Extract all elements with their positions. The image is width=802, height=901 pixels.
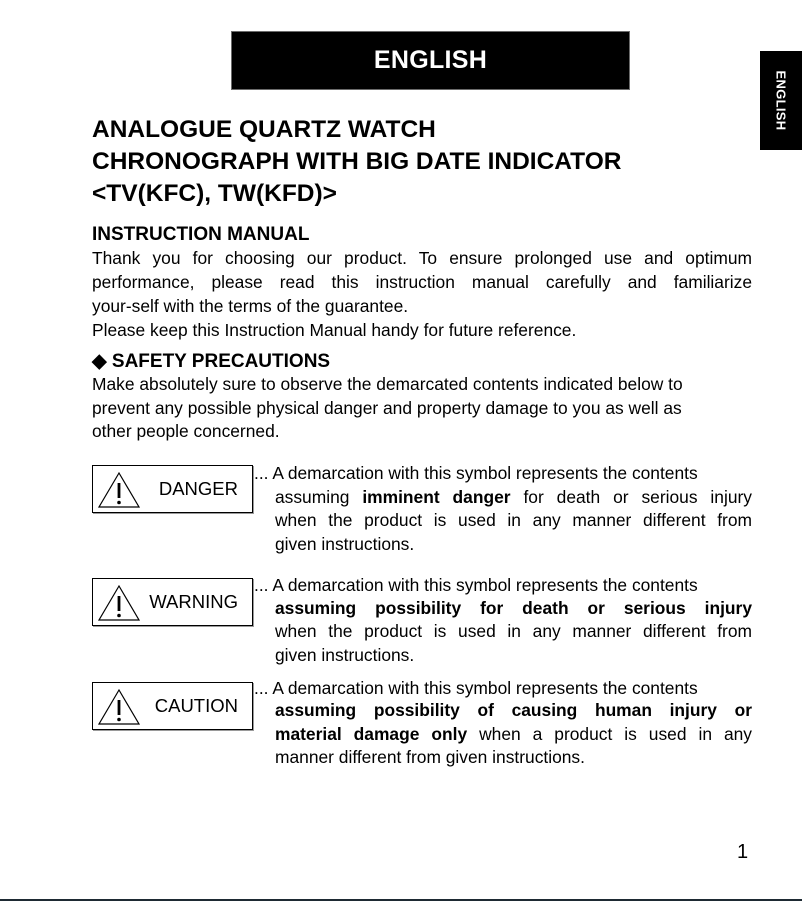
notice-line: material damage only when a product is used in any (275, 724, 753, 744)
notice-line: manner different from given instructions. (275, 747, 585, 767)
safety-paragraph (92, 373, 752, 442)
language-banner (231, 31, 630, 90)
danger-symbol-box (92, 465, 253, 513)
paragraph-line: Make absolutely sure to observe the demarcated contents indicated below to (92, 374, 683, 394)
paragraph-line: performance, please read this instruction manual carefully and familiarize (92, 272, 752, 292)
title-line-1: ANALOGUE QUARTZ WATCH (92, 116, 436, 143)
paragraph-line: other people concerned. (92, 421, 280, 441)
notice-line: given instructions. (275, 534, 415, 554)
diamond-bullet-icon: ◆ (92, 351, 107, 372)
paragraph-line: your-self with the terms of the guarantee. (92, 296, 409, 316)
caution-description (254, 677, 752, 768)
danger-description (254, 461, 752, 557)
paragraph-line: Thank you for choosing our product. To ensure prolonged use and optimum (92, 248, 752, 268)
reference-note: Please keep this Instruction Manual handy for future reference. (92, 320, 577, 340)
notice-line: when the product is used in any manner different from (275, 621, 752, 641)
instruction-manual-paragraph (92, 247, 752, 343)
paragraph-line: prevent any possible physical danger and property damage to you as well as (92, 398, 682, 418)
safety-heading-text: SAFETY PRECAUTIONS (111, 351, 331, 372)
title-line-2: CHRONOGRAPH WITH BIG DATE INDICATOR (92, 148, 622, 175)
instruction-manual-heading: INSTRUCTION MANUAL (92, 224, 310, 245)
notice-lead: ... A demarcation with this symbol represents the contents (254, 575, 698, 595)
notice-lead: ... A demarcation with this symbol represents the contents (254, 463, 698, 483)
notice-line: assuming possibility of causing human injury or (275, 700, 752, 720)
language-banner-label: ENGLISH (373, 46, 488, 74)
notice-line: assuming possibility for death or serious injury (275, 598, 752, 618)
notice-line: assuming imminent danger for death or serious injury (275, 487, 752, 507)
caution-label: CAUTION (154, 695, 238, 716)
title-line-3: <TV(KFC), TW(KFD)> (92, 180, 337, 207)
language-side-tab (760, 51, 802, 150)
page-number: 1 (737, 841, 749, 863)
notice-line: when the product is used in any manner different from (275, 510, 752, 530)
danger-label: DANGER (158, 478, 238, 499)
caution-symbol-box (92, 682, 253, 730)
warning-description (254, 574, 752, 667)
notice-line: given instructions. (275, 645, 415, 665)
warning-symbol-box (92, 578, 253, 626)
document-title (92, 114, 732, 210)
warning-label: WARNING (149, 591, 238, 612)
notice-lead: ... A demarcation with this symbol represents the contents (254, 678, 698, 698)
safety-precautions-heading (92, 351, 330, 373)
side-tab-label: ENGLISH (773, 70, 789, 131)
